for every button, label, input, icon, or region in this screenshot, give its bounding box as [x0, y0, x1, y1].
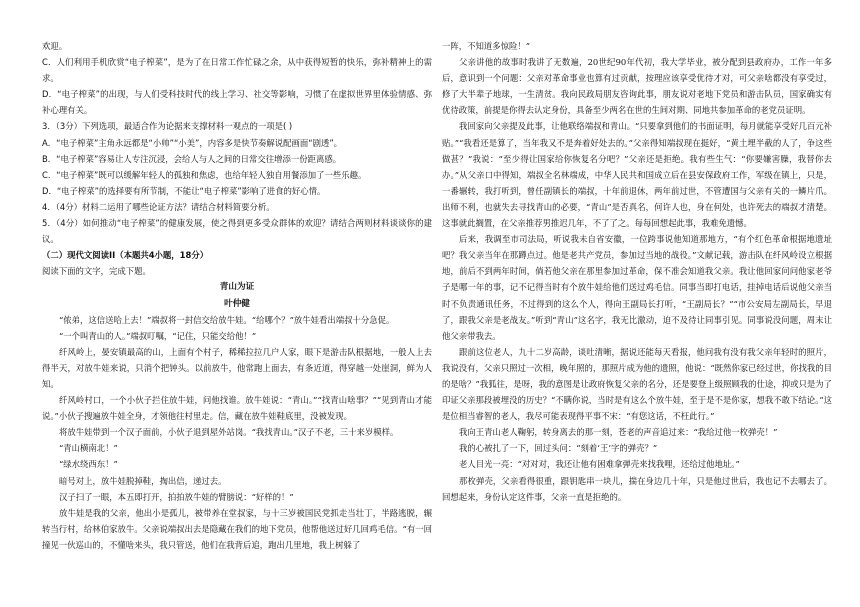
- story-paragraph: 暗号对上，放牛娃脱掉鞋，掏出信，递过去。: [59, 475, 227, 486]
- story-paragraph: 汉子扫了一眼，本五即打开，拍拍放牛娃的臂膀说：“好样的！”: [59, 491, 294, 502]
- story-paragraph: “绿水绕西东！”: [59, 459, 118, 470]
- story-paragraph: “侬弟，这信送哈上去！”端叔将一封信交给放牛娃。“给哪个？”放牛娃看出端叔十分急促。: [59, 314, 395, 325]
- question-5: 5．（4分）如何推动“电子榨菜”的健康发展，使之得到更多受众群体的欢迎？请结合两则材料谈谈你的建议。: [42, 218, 432, 245]
- story-paragraph: 后来，我调至市司法局，听说我未自省安徽，一位跨事说他知道那地方，“有个红色革命根据地遗址吧？我父亲当年在那蹲点过。他是老共产党员，参加过当地的战役。”文献记载，游击队在纤风岭设立根据地，前后不到两年时间，倘若他父亲在那里参加过革命，保不准会知道我父亲。我让他回家问问他家老爷子是哪一年的事，记不记得当时有个放牛娃给他们送过鸡毛信。同事当即打电话，挂掉电话后说他父亲当时不负责通讯任务，不过得到的这么个人，得向王副局长打听，“王副局长？”“市公安局左副局长，早退了，跟我父亲是老战友。”听到“青山”这名字，我无比激动，迫不及待让同事引见。同事说没问题，周末让他父亲带我去。: [442, 234, 832, 341]
- story-paragraph: 我回家向父亲提及此事，让他联络端叔和青山。“只要拿到他们的书面证明，每月就能享受好几百元补贴。”“我看还是算了，当年我又不是奔着好处去的。”父亲得知端叔现在挺好，“黄土埋半截的人了，争这些做甚？”我说：“至少得让国家给你恢复名分吧？”父亲还是拒绝。我有些生气：“你要嫌害臊，我替你去办。”从父亲口中得知，端叔全名林端成，中华人民共和国成立后在县安保政府工作，军级在镇上，只是，一番辗转，我打听到，曾任副镇长的端叔，十年前退休，两年前过世，不管遭国与父亲有关的一鳞片爪。出师不利，也就失去寻找青山的必要，“青山”是否真名，何许人也，身在何处，也许死去的端叔才清楚。这事就此搁置，在父亲推荐男推迟几年，不了了之。每每回想起此事，我难免遗憾。: [442, 121, 832, 229]
- question-4: 4．（4分）材料二运用了哪些论证方法？请结合材料简要分析。: [42, 201, 275, 212]
- story-author: 叶仲健: [224, 298, 250, 309]
- story-paragraph: “一个叫青山的人。”端叔叮嘱，“记住，只能交给他！”: [59, 330, 257, 341]
- right-column: [442, 38, 832, 505]
- story-title: 青山为证: [219, 282, 255, 293]
- q2-option-c: C．人们利用手机欣赏“电子榨菜”，是为了在日常工作忙碌之余，从中获得短暂的快乐，弥补精神上的需求。: [42, 57, 432, 84]
- q2-option-d: D．“电子榨菜”的出现，与人们受科技时代的线上学习、社交等影响，习惯了在虚拟世界里体验情感、弥补心理有关。: [42, 89, 432, 116]
- reading-instruction: 阅读下面的文字，完成下题。: [42, 266, 151, 277]
- story-paragraph: 老人目光一亮：“对对对，我还让他有困难拿弹壳来找我哩，还给过他地址。”: [459, 459, 740, 470]
- story-paragraph: 跟前这位老人，九十二岁高龄，谈吐清晰，据说还能每天看报，他问我有没有我父亲年轻时的照片，我说没有，父亲只照过一次相，晚年照的，那照片成为他的遗照，他说：“既然你家已经过世，你找我的目的是啥？”我狐往，是呀，我的意图是让政府恢复父亲的名分，还是要登上级照顾我的仕途，抑或只是为了印证父亲那段被埋没的历史？“不瞒你说，当时是有这么个放牛娃，至于是不是你家，想我不敢下结论。”这是位相当睿智的老人，我尽可能表现得平事不宋：“有您这话，不枉此行。”: [442, 346, 832, 422]
- story-paragraph: 放牛娃是我的父亲，他出小是孤儿，被带养在堂叔家，与十三岁被国民党抓走当壮丁，半路逃脱，辗转当行村，给林伯家放牛。父亲说端叔出去是隐藏在我们的地下党员，他帮他送过好几回鸡毛信。“有一回撞见一伙巡山的，不懂啥来头，我只管送，他们在我背后追，跑出几里地，我上树躲了: [42, 507, 432, 550]
- left-column: [42, 38, 432, 553]
- q3-option-b: B．“电子榨菜”容易让人专注沉浸，会给人与人之间的日常交往增添一份距离感。: [42, 153, 342, 164]
- q3-option-c: C．“电子榨菜”既可以缓解年轻人的孤独和焦虑，也给年轻人独自用餐添加了一些乐趣。: [42, 169, 367, 180]
- story-paragraph: 那枚弹壳，父亲看得很重，跟钥匙串一块儿，揣在身边几十年，只是他过世后，我也记不去哪去了。回想起来，身份认定这件事，父亲一直是拒绝的。: [442, 475, 832, 502]
- story-paragraph: 一阵，不知道多惊险！”: [442, 41, 531, 51]
- story-paragraph: 将放牛娃带到一个汉子面前，小伙子退到屋外站岗。“我找青山。”汉子不老，三十来岁模样。: [59, 427, 399, 438]
- q2-tail: 欢迎。: [42, 41, 68, 51]
- story-paragraph: “青山横南北！”: [59, 443, 118, 454]
- story-paragraph: 父亲讲他的故事时我讲了无数遍，20世纪90年代初，我大学毕业，被分配到县政府办，工作一年多后，意识到一个问题：父亲对革命事业也算有过贡献，按理应该享受优待才对，可父亲啥都没有享受过，修了大半辈子地球，一生清贫。我向民政局朋友咨询此事，朋友说对老地下党员和游击队员，国家确实有优待政策，前提是你得去认定身份，具备至少两名在世的生间对期、同地共参加革命的老党员证明。: [442, 57, 832, 116]
- q3-option-a: A．“电子榨菜”主角永远都是“小帅”“小美”，内容多是快节奏解说配画面“剧透”。: [42, 137, 343, 148]
- story-paragraph: 纤风岭村口，一个小伙子拦住放牛娃，问他找谁。放牛娃说：“青山。”“找青山啥事？”“见到青山才能说。”小伙子搜遍放牛娃全身，才领他往村里走。信，藏在放牛娃鞋底里，没被发现。: [42, 395, 432, 422]
- section-heading: （二）现代文阅读II（本题共4小题，18分）: [42, 250, 209, 261]
- q3-stem: 3．（3分）下列选项，最适合作为论据来支撑材料一观点的一项是( ): [42, 121, 293, 132]
- story-paragraph: 纤风岭上，晏安镇最高的山，上面有个村子，稀稀拉拉几户人家，眼下是游击队根据地，一般人上去得半天，对放牛娃来说，只消个把钟头。以前放牛，他常跑上面去，有条近道，得穿越一处崖洞，鲜为人知。: [42, 346, 432, 389]
- q3-option-d: D．“电子榨菜”的选择要有所节制，不能让“电子榨菜”影响了进食的好心情。: [42, 185, 326, 196]
- story-paragraph: 我的心被扎了一下，回过头问：“刻着‘王’字的弹壳？”: [459, 443, 658, 454]
- story-paragraph: 我向王青山老人鞠躬，转身离去的那一刻，苍老的声音追过来：“我给过他一枚弹壳！”: [459, 427, 778, 438]
